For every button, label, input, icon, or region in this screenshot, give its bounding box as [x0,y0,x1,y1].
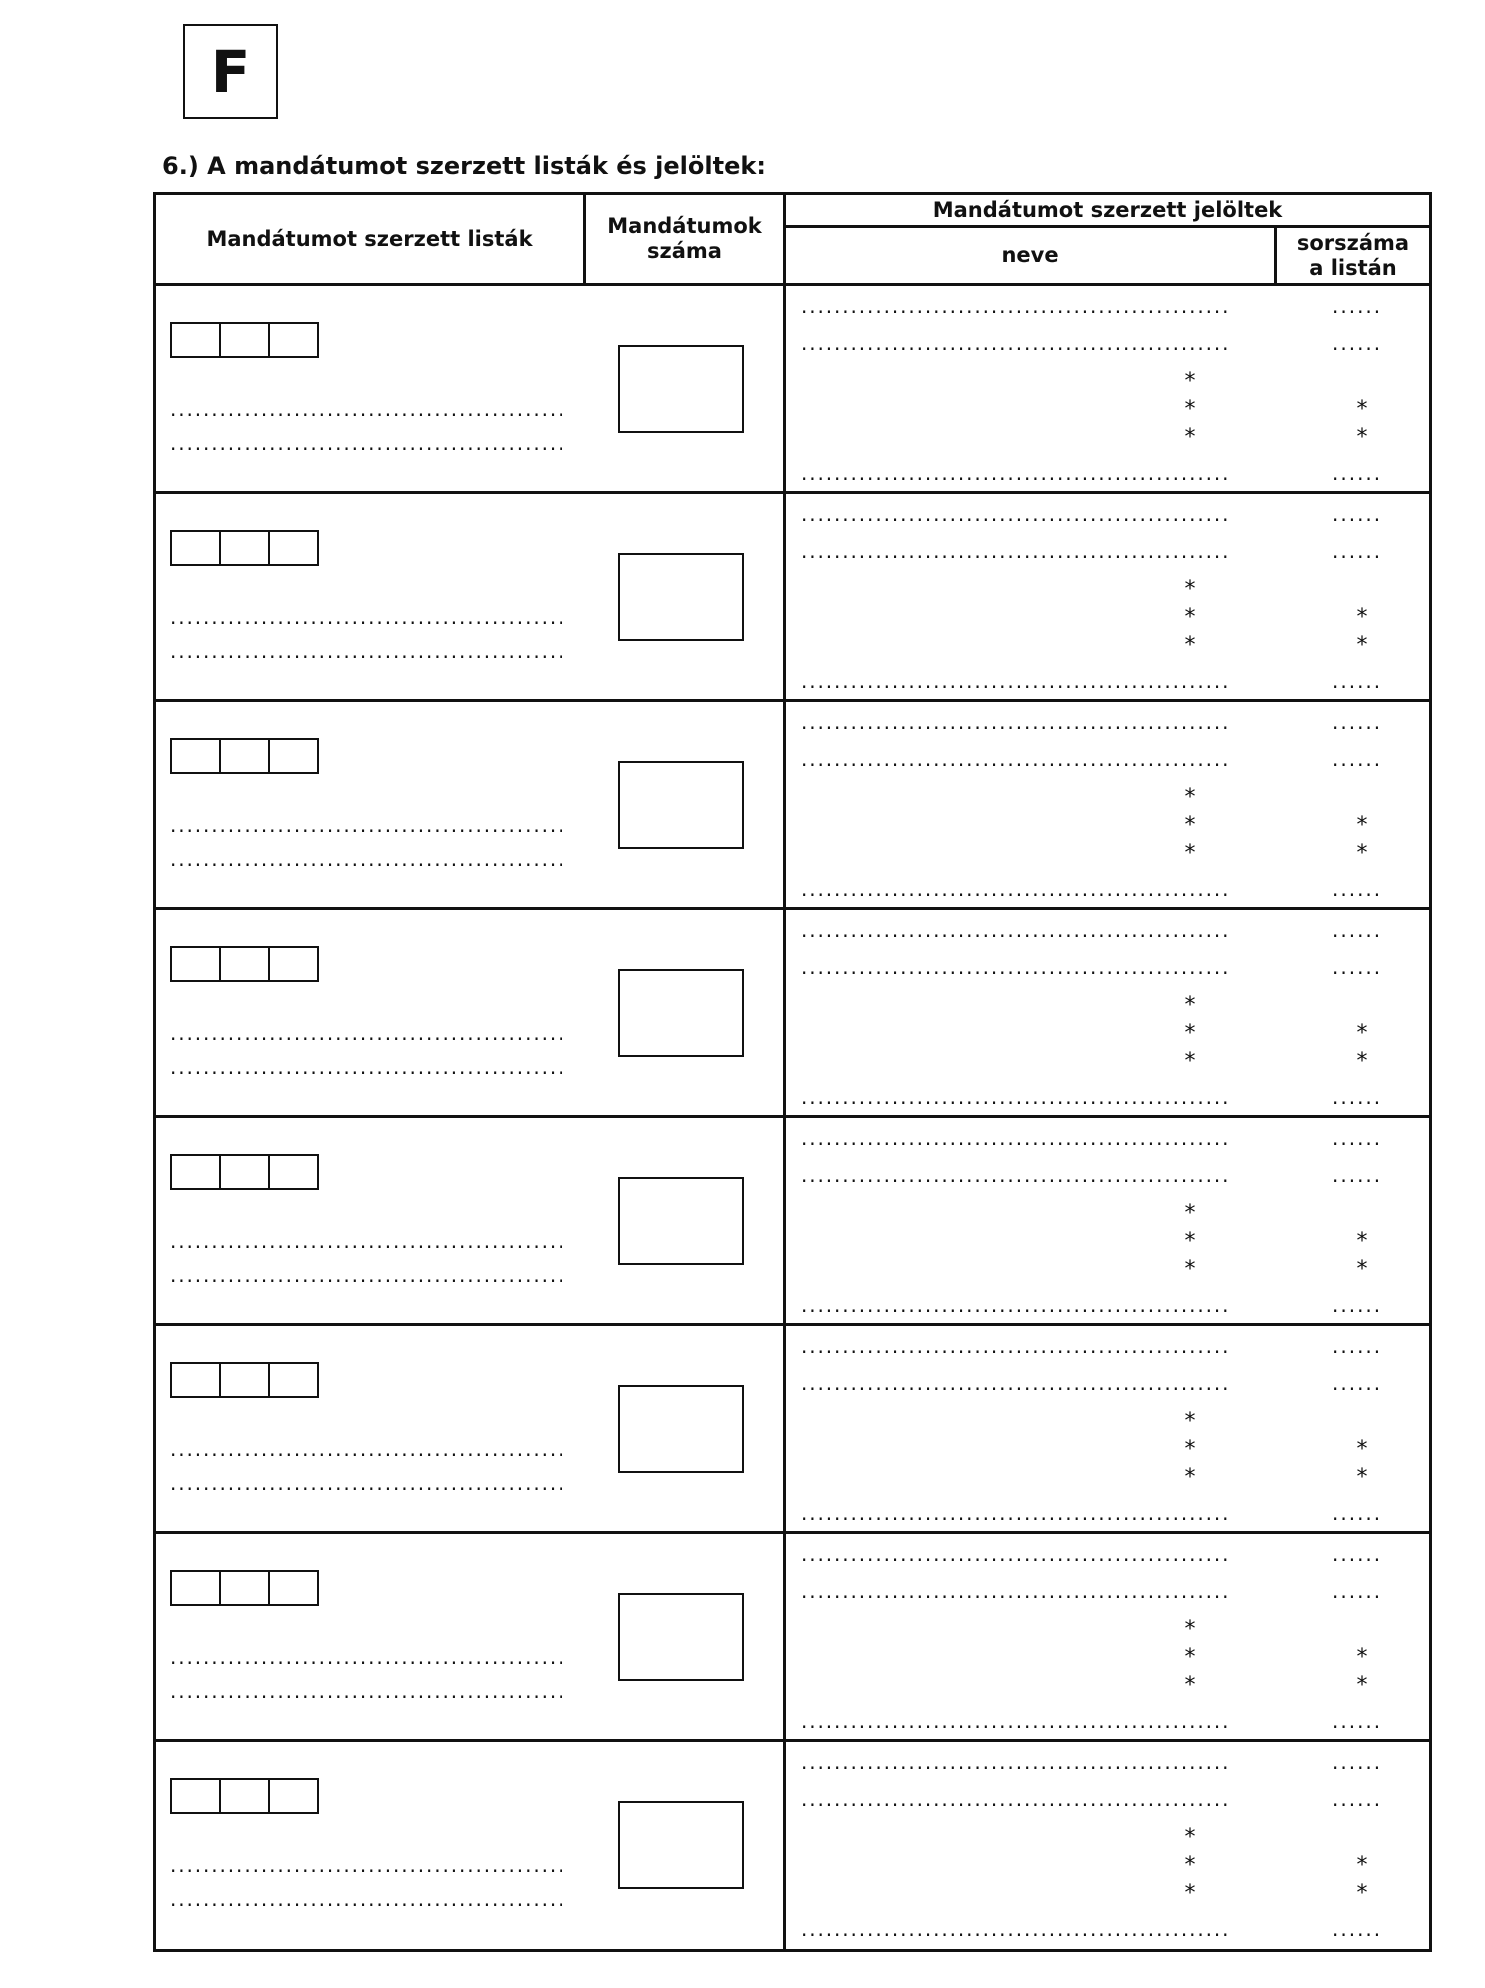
continuation-star: * [1356,1049,1368,1074]
list-block [156,1534,1429,1742]
continuation-star: * [1356,1229,1368,1254]
continuation-star: * [1184,397,1196,422]
mandates-count-box[interactable] [618,1801,744,1889]
continuation-star: * [1356,1673,1368,1698]
mandates-table [153,192,1432,1952]
list-code-boxes [170,322,317,358]
continuation-star: * [1356,841,1368,866]
mandates-count-box[interactable] [618,1177,744,1265]
candidate-position-line[interactable] [1332,333,1386,355]
header-list-position: sorszáma a listán [1296,230,1410,280]
header-mandates-count: Mandátumok száma [607,214,762,263]
list-block [156,910,1429,1118]
continuation-star: * [1184,605,1196,630]
mandates-count-box[interactable] [618,553,744,641]
continuation-star: * [1184,1825,1196,1850]
continuation-star: * [1356,813,1368,838]
continuation-star: * [1184,425,1196,450]
list-name-line[interactable] [170,399,562,421]
continuation-star: * [1184,1853,1196,1878]
list-block [156,1118,1429,1326]
continuation-star: * [1184,813,1196,838]
list-code-digit-box[interactable] [219,1154,270,1190]
candidate-name-line[interactable] [801,1581,1227,1603]
continuation-star: * [1356,1853,1368,1878]
candidate-position-line[interactable] [1332,957,1386,979]
continuation-star: * [1184,1257,1196,1282]
mandates-count-box[interactable] [618,1593,744,1681]
candidate-position-line[interactable] [1332,1165,1386,1187]
candidate-name-line[interactable] [801,504,1227,526]
candidate-position-line[interactable] [1332,1373,1386,1395]
candidate-position-line[interactable] [1332,504,1386,526]
header-divider [583,195,586,283]
list-code-digit-box[interactable] [268,1154,319,1190]
section-title: 6.) A mandátumot szerzett listák és jelöltek: [162,152,766,180]
candidate-name-line[interactable] [801,1789,1227,1811]
continuation-star: * [1184,633,1196,658]
continuation-star: * [1184,577,1196,602]
list-code-digit-box[interactable] [170,1570,221,1606]
continuation-star: * [1356,633,1368,658]
continuation-star: * [1356,1465,1368,1490]
list-name-line[interactable] [170,1473,562,1495]
mandates-count-box[interactable] [618,345,744,433]
header-divider [783,225,1429,228]
list-block [156,1326,1429,1534]
continuation-star: * [1356,1645,1368,1670]
candidate-name-line[interactable] [801,1711,1227,1733]
list-name-line[interactable] [170,607,562,629]
candidate-position-line[interactable] [1332,1752,1386,1774]
candidate-name-line[interactable] [801,712,1227,734]
list-code-digit-box[interactable] [219,738,270,774]
candidate-name-line[interactable] [801,463,1227,485]
candidate-position-line[interactable] [1332,1087,1386,1109]
continuation-star: * [1184,1437,1196,1462]
continuation-star: * [1356,1881,1368,1906]
list-code-digit-box[interactable] [268,946,319,982]
continuation-star: * [1356,425,1368,450]
list-code-digit-box[interactable] [219,1778,270,1814]
list-code-digit-box[interactable] [219,946,270,982]
header-lists: Mandátumot szerzett listák [206,226,533,251]
candidate-position-line[interactable] [1332,749,1386,771]
continuation-star: * [1184,1049,1196,1074]
continuation-star: * [1356,1437,1368,1462]
header-candidates: Mandátumot szerzett jelöltek [932,197,1283,222]
continuation-star: * [1184,1201,1196,1226]
list-block [156,494,1429,702]
list-block [156,1742,1429,1950]
list-code-digit-box[interactable] [170,530,221,566]
continuation-star: * [1184,1881,1196,1906]
list-block [156,286,1429,494]
mandates-count-box[interactable] [618,969,744,1057]
list-name-line[interactable] [170,1023,562,1045]
candidate-name-line[interactable] [801,1373,1227,1395]
mandates-count-box[interactable] [618,1385,744,1473]
list-code-digit-box[interactable] [170,1778,221,1814]
list-block [156,702,1429,910]
candidate-name-line[interactable] [801,671,1227,693]
continuation-star: * [1356,605,1368,630]
list-code-digit-box[interactable] [268,1778,319,1814]
mandates-count-box[interactable] [618,761,744,849]
candidate-name-line[interactable] [801,1752,1227,1774]
list-name-line[interactable] [170,1855,562,1877]
candidate-position-line[interactable] [1332,671,1386,693]
candidate-name-line[interactable] [801,1544,1227,1566]
list-code-digit-box[interactable] [268,322,319,358]
list-code-digit-box[interactable] [268,1362,319,1398]
candidate-name-line[interactable] [801,1503,1227,1525]
candidate-name-line[interactable] [801,1295,1227,1317]
candidate-position-line[interactable] [1332,1581,1386,1603]
candidate-position-line[interactable] [1332,296,1386,318]
continuation-star: * [1184,1645,1196,1670]
list-code-boxes [170,1570,317,1606]
continuation-star: * [1184,1409,1196,1434]
list-code-digit-box[interactable] [219,530,270,566]
list-code-digit-box[interactable] [268,1570,319,1606]
list-code-digit-box[interactable] [219,1570,270,1606]
list-code-digit-box[interactable] [268,530,319,566]
candidate-position-line[interactable] [1332,1544,1386,1566]
candidate-position-line[interactable] [1332,463,1386,485]
list-code-boxes [170,738,317,774]
list-name-line[interactable] [170,815,562,837]
candidate-position-line[interactable] [1332,1711,1386,1733]
list-name-line[interactable] [170,1231,562,1253]
list-code-digit-box[interactable] [219,322,270,358]
candidate-name-line[interactable] [801,749,1227,771]
list-name-line[interactable] [170,1265,562,1287]
candidate-name-line[interactable] [801,541,1227,563]
continuation-star: * [1184,369,1196,394]
list-code-digit-box[interactable] [170,946,221,982]
list-code-boxes [170,1154,317,1190]
candidate-position-line[interactable] [1332,712,1386,734]
continuation-star: * [1356,397,1368,422]
list-code-digit-box[interactable] [170,322,221,358]
candidate-position-line[interactable] [1332,1919,1386,1941]
list-code-boxes [170,1362,317,1398]
list-code-boxes [170,946,317,982]
form-letter: F [210,37,251,106]
candidate-position-line[interactable] [1332,879,1386,901]
continuation-star: * [1184,993,1196,1018]
list-name-line[interactable] [170,641,562,663]
candidate-position-line[interactable] [1332,1336,1386,1358]
continuation-star: * [1184,1465,1196,1490]
continuation-star: * [1184,785,1196,810]
candidate-name-line[interactable] [801,1336,1227,1358]
list-code-digit-box[interactable] [219,1362,270,1398]
header-candidate-name: neve [1001,243,1059,267]
candidate-position-line[interactable] [1332,1789,1386,1811]
header-divider [1274,225,1277,283]
list-name-line[interactable] [170,849,562,871]
list-code-boxes [170,1778,317,1814]
candidate-name-line[interactable] [801,879,1227,901]
continuation-star: * [1184,841,1196,866]
candidate-name-line[interactable] [801,957,1227,979]
continuation-star: * [1184,1021,1196,1046]
list-code-digit-box[interactable] [170,1154,221,1190]
list-name-line[interactable] [170,1057,562,1079]
candidate-position-line[interactable] [1332,1128,1386,1150]
list-name-line[interactable] [170,1681,562,1703]
candidate-position-line[interactable] [1332,920,1386,942]
list-code-boxes [170,530,317,566]
list-name-line[interactable] [170,1647,562,1669]
candidate-name-line[interactable] [801,1165,1227,1187]
continuation-star: * [1184,1229,1196,1254]
candidate-name-line[interactable] [801,1919,1227,1941]
form-letter-box [183,24,278,119]
candidate-name-line[interactable] [801,333,1227,355]
continuation-star: * [1184,1617,1196,1642]
list-code-digit-box[interactable] [170,738,221,774]
continuation-star: * [1356,1021,1368,1046]
continuation-star: * [1184,1673,1196,1698]
continuation-star: * [1356,1257,1368,1282]
list-name-line[interactable] [170,1889,562,1911]
list-name-line[interactable] [170,1439,562,1461]
candidate-name-line[interactable] [801,1128,1227,1150]
candidate-position-line[interactable] [1332,541,1386,563]
candidate-name-line[interactable] [801,1087,1227,1109]
candidate-name-line[interactable] [801,920,1227,942]
candidate-position-line[interactable] [1332,1295,1386,1317]
list-name-line[interactable] [170,433,562,455]
candidate-name-line[interactable] [801,296,1227,318]
candidate-position-line[interactable] [1332,1503,1386,1525]
list-code-digit-box[interactable] [268,738,319,774]
list-code-digit-box[interactable] [170,1362,221,1398]
